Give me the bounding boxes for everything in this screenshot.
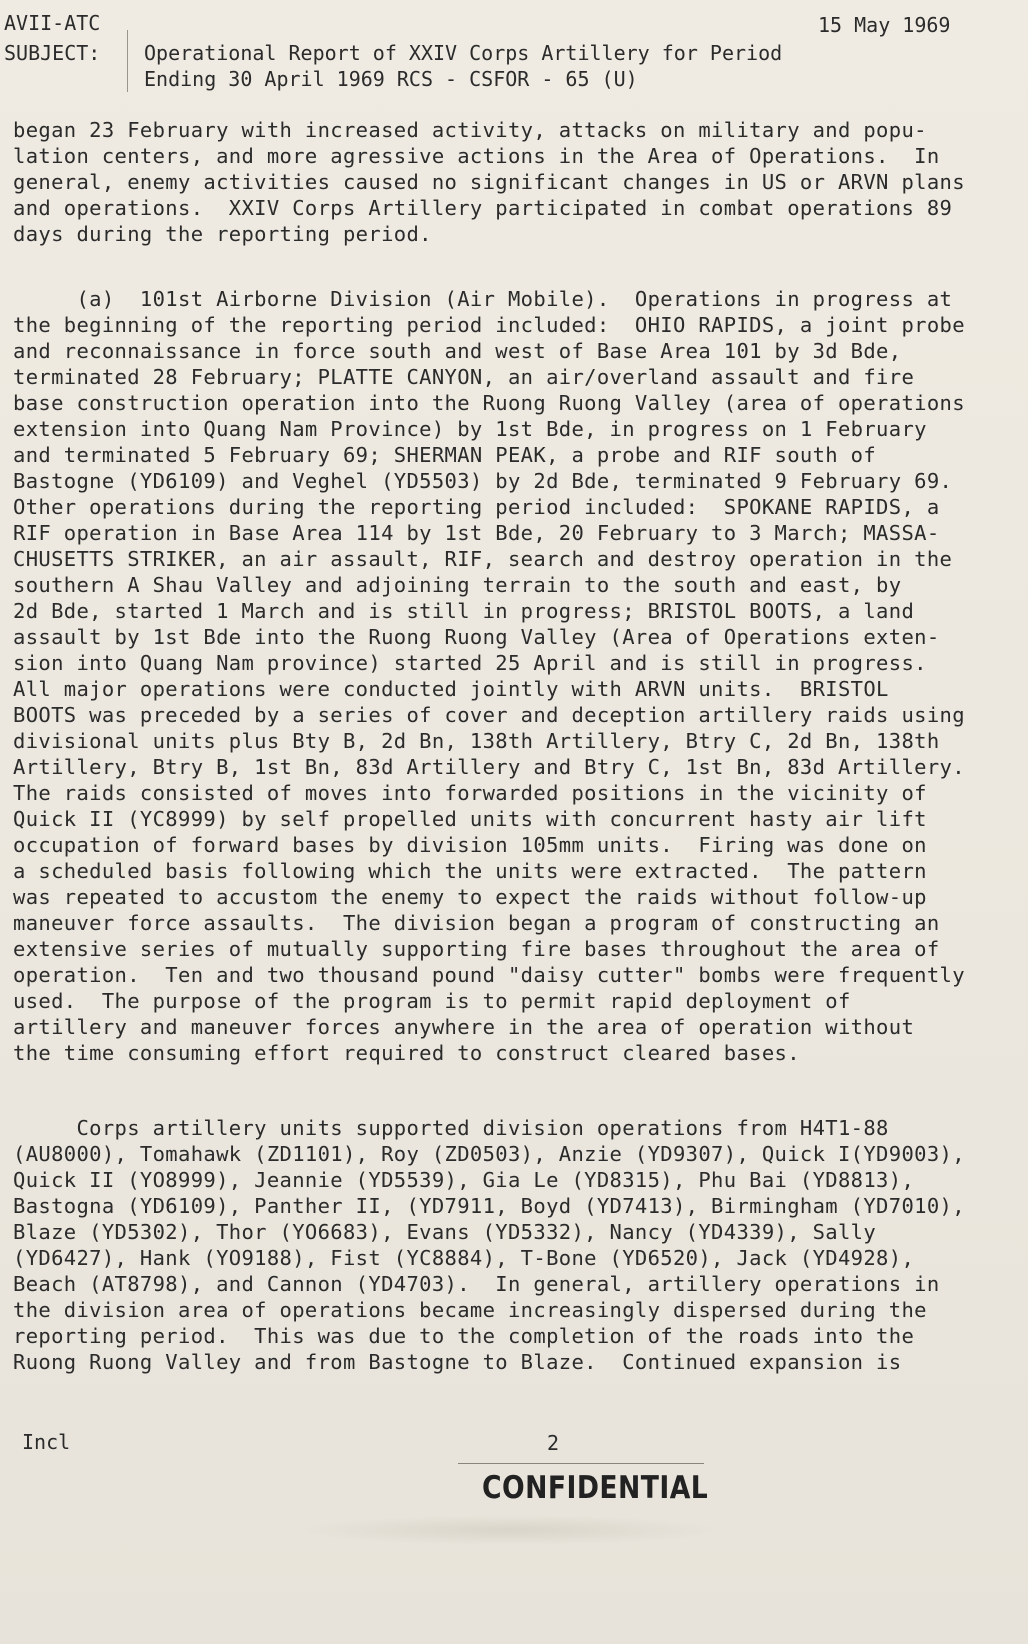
body-line: Beach (AT8798), and Cannon (YD4703). In general, artillery operations in [13, 1272, 940, 1296]
body-line: artillery and maneuver forces anywhere in the area of operation without [13, 1015, 915, 1039]
office-symbol: AVII-ATC [4, 11, 101, 35]
ink-smudge [300, 1515, 720, 1545]
body-line: the division area of operations became increasingly dispersed during the [13, 1298, 927, 1322]
body-line: and operations. XXIV Corps Artillery participated in combat operations 89 [13, 196, 953, 220]
body-line: the time consuming effort required to construct cleared bases. [13, 1041, 800, 1065]
body-line: assault by 1st Bde into the Ruong Ruong Valley (Area of Operations exten- [13, 625, 940, 649]
inclosure-label: Incl [22, 1430, 71, 1454]
body-line: Other operations during the reporting period included: SPOKANE RAPIDS, a [13, 495, 940, 519]
body-line: Corps artillery units supported division operations from H4T1-88 [13, 1116, 889, 1140]
body-line: terminated 28 February; PLATTE CANYON, an air/overland assault and fire [13, 365, 915, 389]
body-line: Ruong Ruong Valley and from Bastogne to Blaze. Continued expansion is [13, 1350, 902, 1374]
document-date: 15 May 1969 [818, 13, 951, 37]
classification-marking: CONFIDENTIAL [482, 1470, 709, 1506]
subject-line-1: Operational Report of XXIV Corps Artillery for Period [144, 41, 783, 65]
body-line: divisional units plus Bty B, 2d Bn, 138th Artillery, Btry C, 2d Bn, 138th [13, 729, 940, 753]
body-line: CHUSETTS STRIKER, an air assault, RIF, search and destroy operation in the [13, 547, 953, 571]
body-line: All major operations were conducted jointly with ARVN units. BRISTOL [13, 677, 889, 701]
body-line: Quick II (YO8999), Jeannie (YD5539), Gia Le (YD8315), Phu Bai (YD8813), [13, 1168, 915, 1192]
body-line: lation centers, and more agressive actions in the Area of Operations. In [13, 144, 940, 168]
footer-rule [458, 1463, 704, 1464]
body-line: southern A Shau Valley and adjoining terrain to the south and east, by [13, 573, 902, 597]
body-line: and terminated 5 February 69; SHERMAN PEAK, a probe and RIF south of [13, 443, 877, 467]
body-line: operation. Ten and two thousand pound "daisy cutter" bombs were frequently [13, 963, 965, 987]
body-line: sion into Quang Nam province) started 25 April and is still in progress. [13, 651, 927, 675]
body-line: used. The purpose of the program is to permit rapid deployment of [13, 989, 851, 1013]
body-line: Bastogna (YD6109), Panther II, (YD7911, Boyd (YD7413), Birmingham (YD7010), [13, 1194, 965, 1218]
body-line: general, enemy activities caused no significant changes in US or ARVN plans [13, 170, 965, 194]
body-line: reporting period. This was due to the completion of the roads into the [13, 1324, 915, 1348]
subject-line-2: Ending 30 April 1969 RCS - CSFOR - 65 (U) [144, 67, 638, 91]
body-line: maneuver force assaults. The division began a program of constructing an [13, 911, 940, 935]
page-number: 2 [547, 1431, 560, 1455]
body-line: occupation of forward bases by division 105mm units. Firing was done on [13, 833, 927, 857]
body-line: and reconnaissance in force south and west of Base Area 101 by 3d Bde, [13, 339, 902, 363]
body-line: Bastogne (YD6109) and Veghel (YD5503) by 2d Bde, terminated 9 February 69. [13, 469, 953, 493]
body-line: Blaze (YD5302), Thor (YO6683), Evans (YD5332), Nancy (YD4339), Sally [13, 1220, 877, 1244]
body-line: Artillery, Btry B, 1st Bn, 83d Artillery and Btry C, 1st Bn, 83d Artillery. [13, 755, 965, 779]
body-line: was repeated to accustom the enemy to expect the raids without follow-up [13, 885, 927, 909]
body-line: (YD6427), Hank (YO9188), Fist (YC8884), T-Bone (YD6520), Jack (YD4928), [13, 1246, 915, 1270]
body-line: began 23 February with increased activity, attacks on military and popu- [13, 118, 927, 142]
header-divider [127, 30, 128, 92]
body-line: days during the reporting period. [13, 222, 432, 246]
body-line: BOOTS was preceded by a series of cover and deception artillery raids using [13, 703, 965, 727]
subject-label: SUBJECT: [4, 41, 101, 65]
body-line: (a) 101st Airborne Division (Air Mobile). Operations in progress at [13, 287, 953, 311]
body-line: a scheduled basis following which the units were extracted. The pattern [13, 859, 927, 883]
body-line: extension into Quang Nam Province) by 1st Bde, in progress on 1 February [13, 417, 927, 441]
body-line: The raids consisted of moves into forwarded positions in the vicinity of [13, 781, 927, 805]
body-line: base construction operation into the Ruong Ruong Valley (area of operations [13, 391, 965, 415]
body-line: RIF operation in Base Area 114 by 1st Bde, 20 February to 3 March; MASSA- [13, 521, 940, 545]
body-line: (AU8000), Tomahawk (ZD1101), Roy (ZD0503), Anzie (YD9307), Quick I(YD9003), [13, 1142, 965, 1166]
body-line: extensive series of mutually supporting fire bases throughout the area of [13, 937, 940, 961]
body-line: 2d Bde, started 1 March and is still in progress; BRISTOL BOOTS, a land [13, 599, 915, 623]
body-line: Quick II (YC8999) by self propelled units with concurrent hasty air lift [13, 807, 927, 831]
body-line: the beginning of the reporting period included: OHIO RAPIDS, a joint probe [13, 313, 965, 337]
